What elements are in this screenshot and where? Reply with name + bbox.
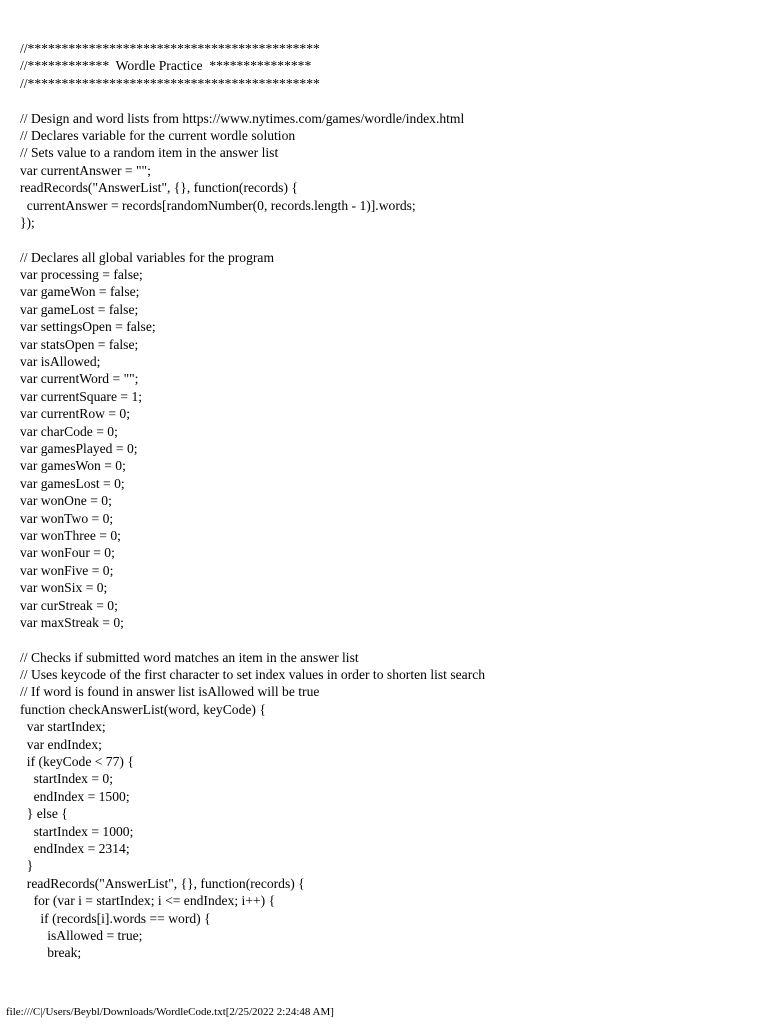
code-line: var gamesPlayed = 0; — [20, 440, 138, 456]
code-line: // Declares variable for the current wordle solution — [20, 127, 296, 143]
code-line: var settingsOpen = false; — [20, 319, 156, 335]
code-line: var startIndex; — [20, 719, 106, 735]
code-line: var statsOpen = false; — [20, 336, 139, 352]
code-line: }); — [20, 214, 35, 230]
code-line: //************ Wordle Practice *************** — [20, 58, 312, 74]
code-line: var wonFour = 0; — [20, 545, 115, 561]
code-line: endIndex = 1500; — [20, 788, 130, 804]
code-line: currentAnswer = records[randomNumber(0, records.length - 1)].words; — [20, 197, 416, 213]
code-line: break; — [20, 945, 82, 961]
code-line: var maxStreak = 0; — [20, 614, 124, 630]
code-line: readRecords("AnswerList", {}, function(records) { — [20, 180, 298, 196]
code-line: // If word is found in answer list isAllowed will be true — [20, 684, 320, 700]
code-line: isAllowed = true; — [20, 927, 143, 943]
code-line: if (records[i].words == word) { — [20, 910, 211, 926]
code-line: // Sets value to a random item in the answer list — [20, 145, 279, 161]
code-line: endIndex = 2314; — [20, 840, 130, 856]
code-line: var gamesWon = 0; — [20, 458, 126, 474]
code-line: var gamesLost = 0; — [20, 475, 125, 491]
code-line: var gameWon = false; — [20, 284, 140, 300]
code-line: var wonFive = 0; — [20, 562, 114, 578]
code-line: // Checks if submitted word matches an item in the answer list — [20, 649, 359, 665]
code-line: } — [20, 858, 34, 874]
code-line: var curStreak = 0; — [20, 597, 118, 613]
code-line: var endIndex; — [20, 736, 102, 752]
code-line: // Declares all global variables for the program — [20, 249, 275, 265]
code-line: } else { — [20, 806, 68, 822]
code-line: //******************************************* — [20, 75, 320, 91]
code-line: var processing = false; — [20, 267, 143, 283]
code-line: readRecords("AnswerList", {}, function(records) { — [20, 875, 305, 891]
code-text-block — [20, 40, 760, 962]
code-line: var wonTwo = 0; — [20, 510, 114, 526]
file-path-footer: file:///C|/Users/Beybl/Downloads/WordleCode.txt[2/25/2022 2:24:48 AM] — [6, 1006, 334, 1018]
code-line: for (var i = startIndex; i <= endIndex; i++) { — [20, 893, 276, 909]
code-line: //******************************************* — [20, 41, 320, 56]
code-line: var wonOne = 0; — [20, 493, 112, 509]
code-line: var currentWord = ""; — [20, 371, 139, 387]
code-line: var currentRow = 0; — [20, 406, 130, 422]
code-line: function checkAnswerList(word, keyCode) { — [20, 701, 266, 717]
code-line — [20, 92, 760, 109]
code-line: var currentSquare = 1; — [20, 388, 143, 404]
code-line: var gameLost = false; — [20, 301, 139, 317]
code-line: startIndex = 1000; — [20, 823, 134, 839]
code-line: var wonSix = 0; — [20, 580, 108, 596]
code-line — [20, 231, 760, 248]
code-line: var charCode = 0; — [20, 423, 118, 439]
code-line: // Design and word lists from https://www.nytimes.com/games/wordle/index.html — [20, 110, 465, 126]
code-line: var isAllowed; — [20, 354, 101, 370]
code-line: var wonThree = 0; — [20, 527, 121, 543]
code-line: var currentAnswer = ""; — [20, 162, 151, 178]
code-line: if (keyCode < 77) { — [20, 754, 134, 770]
code-line: startIndex = 0; — [20, 771, 113, 787]
code-line: // Uses keycode of the first character to set index values in order to shorten list search — [20, 667, 486, 683]
code-line — [20, 631, 760, 648]
